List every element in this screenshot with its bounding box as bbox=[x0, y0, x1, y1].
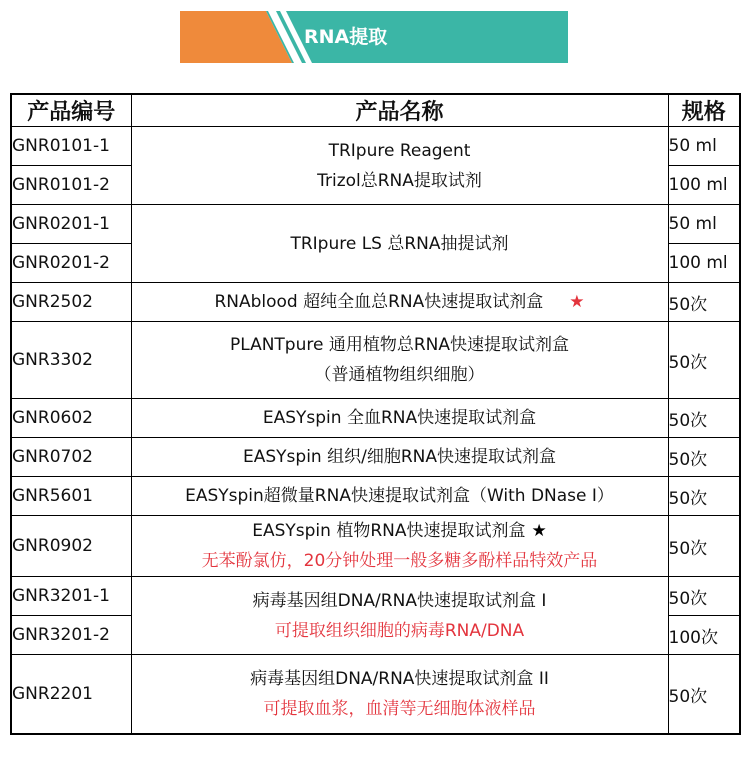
banner-title: RNA提取 bbox=[304, 26, 388, 48]
product-code: GNR0602 bbox=[11, 399, 131, 438]
table-row bbox=[11, 322, 740, 399]
product-code: GNR0902 bbox=[11, 516, 131, 577]
product-spec: 50次 bbox=[668, 477, 740, 516]
product-name-note: 可提取组织细胞的病毒RNA/DNA bbox=[274, 620, 525, 641]
product-spec: 50 ml bbox=[668, 127, 740, 166]
product-table bbox=[10, 93, 741, 735]
product-name bbox=[131, 399, 668, 438]
product-spec: 50次 bbox=[668, 577, 740, 616]
product-code: GNR2201 bbox=[11, 655, 131, 735]
product-name-text: EASYspin 植物RNA快速提取试剂盒 bbox=[252, 521, 526, 541]
product-code: GNR0101-1 bbox=[11, 127, 131, 166]
product-name-line: TRIpure LS 总RNA抽提试剂 bbox=[290, 233, 509, 254]
product-name-line: （普通植物组织细胞） bbox=[314, 365, 485, 385]
product-code: GNR0702 bbox=[11, 438, 131, 477]
header-name: 产品名称 bbox=[131, 94, 668, 127]
product-code: GNR0201-1 bbox=[11, 205, 131, 244]
product-name-line: 病毒基因组DNA/RNA快速提取试剂盒 II bbox=[250, 669, 549, 689]
product-name bbox=[131, 438, 668, 477]
product-name-line: TRIpure Reagent bbox=[328, 140, 471, 161]
table-row bbox=[11, 516, 740, 577]
product-spec: 50次 bbox=[668, 438, 740, 477]
product-code: GNR5601 bbox=[11, 477, 131, 516]
product-name-line: RNAblood 超纯全血总RNA快速提取试剂盒 bbox=[214, 292, 544, 312]
product-spec: 100次 bbox=[668, 616, 740, 655]
product-name bbox=[131, 577, 668, 655]
product-spec: 50次 bbox=[668, 283, 740, 322]
table-row bbox=[11, 655, 740, 735]
product-name-line: Trizol总RNA提取试剂 bbox=[317, 170, 482, 191]
product-name bbox=[131, 205, 668, 283]
table-row bbox=[11, 283, 740, 322]
product-code: GNR3201-1 bbox=[11, 577, 131, 616]
product-name-line: EASYspin 组织/细胞RNA快速提取试剂盒 bbox=[243, 447, 556, 467]
product-name-line: 病毒基因组DNA/RNA快速提取试剂盒 I bbox=[252, 590, 547, 611]
product-code: GNR0201-2 bbox=[11, 244, 131, 283]
product-name-note: 可提取血浆，血清等无细胞体液样品 bbox=[263, 699, 536, 719]
product-name bbox=[131, 322, 668, 399]
product-name bbox=[131, 655, 668, 735]
table-row bbox=[11, 438, 740, 477]
product-spec: 50次 bbox=[668, 399, 740, 438]
table-row bbox=[11, 577, 740, 616]
product-code: GNR3201-2 bbox=[11, 616, 131, 655]
product-name-line bbox=[132, 516, 668, 546]
product-name-line: PLANTpure 通用植物总RNA快速提取试剂盒 bbox=[229, 335, 570, 355]
header-spec: 规格 bbox=[668, 94, 740, 127]
table-header-row bbox=[11, 94, 740, 127]
product-code: GNR0101-2 bbox=[11, 166, 131, 205]
product-spec: 100 ml bbox=[668, 244, 740, 283]
product-name-line: EASYspin 全血RNA快速提取试剂盒 bbox=[262, 408, 537, 428]
product-spec: 50次 bbox=[668, 322, 740, 399]
product-spec: 100 ml bbox=[668, 166, 740, 205]
product-name bbox=[131, 127, 668, 205]
product-name bbox=[131, 283, 668, 322]
product-name bbox=[131, 516, 668, 577]
product-code: GNR3302 bbox=[11, 322, 131, 399]
table-row bbox=[11, 127, 740, 166]
product-name bbox=[131, 477, 668, 516]
table-row bbox=[11, 399, 740, 438]
product-spec: 50次 bbox=[668, 516, 740, 577]
table-row bbox=[11, 477, 740, 516]
product-name-line: EASYspin超微量RNA快速提取试剂盒（With DNase I） bbox=[185, 486, 614, 506]
header-code: 产品编号 bbox=[11, 94, 131, 127]
section-banner bbox=[180, 11, 568, 63]
star-icon: ★ bbox=[569, 292, 585, 312]
product-spec: 50次 bbox=[668, 655, 740, 735]
product-spec: 50 ml bbox=[668, 205, 740, 244]
product-name-note: 无苯酚氯仿，20分钟处理一般多糖多酚样品特效产品 bbox=[201, 551, 598, 571]
star-icon: ★ bbox=[531, 521, 547, 541]
product-code: GNR2502 bbox=[11, 283, 131, 322]
table-row bbox=[11, 205, 740, 244]
